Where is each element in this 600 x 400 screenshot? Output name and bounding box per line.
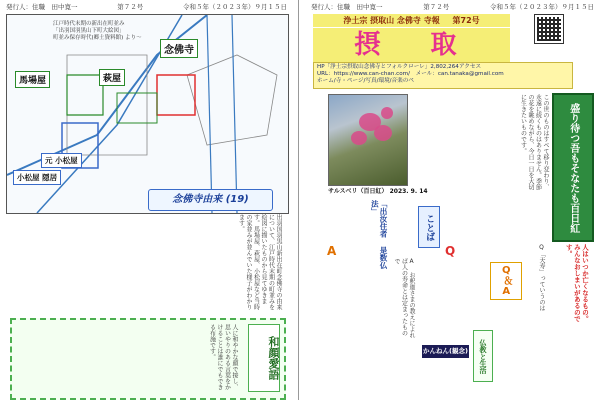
- label-babaya: 馬場屋: [15, 71, 50, 88]
- issue-number: 第７２号: [117, 3, 144, 11]
- page-header: [6, 2, 287, 13]
- label-nenbutsuji: 念佛寺: [160, 39, 198, 58]
- page-header: [311, 2, 594, 13]
- kotoba-label: ことば: [418, 206, 440, 248]
- publisher: 発行人：住職 田中寛一: [311, 3, 383, 11]
- page-divider: [298, 0, 299, 400]
- qr-code-icon[interactable]: [534, 14, 564, 44]
- label-hagiya: 萩屋: [99, 69, 125, 86]
- a-icon: A: [327, 244, 337, 258]
- issue-label: 第72号: [452, 16, 480, 25]
- issue-number: 第７２号: [423, 3, 450, 11]
- url-line[interactable]: URL：https://www.can-chan.com/ メール：can.tanaka@gmail.com: [317, 70, 504, 77]
- label-moto-komatsuya: 元 小松屋: [41, 153, 82, 168]
- masthead-line: 浄土宗 摂取山 念佛寺 寺報 第72号: [313, 14, 510, 27]
- crape-myrtle-photo: [328, 94, 408, 186]
- side-column-title: 和顔愛語: [248, 324, 280, 392]
- haiku-banner: 盛り待つ吾もそなたも百日紅: [552, 93, 594, 242]
- a-text: A お釈迦さまの教えによれば人の寿命とは定まったもので: [393, 258, 415, 338]
- issue-date: 令和５年（２０２３年）９月１５日: [490, 3, 594, 11]
- issue-date: 令和５年（２０２３年）９月１５日: [183, 3, 287, 11]
- q-text: Q「天寿」っていうのは: [538, 244, 545, 311]
- article-body: この世のものはすべて移り変わり、永遠に続くものはありません。季節の花を眺めながら、今日一日を大切に生きたいものです。: [519, 94, 549, 190]
- quote-title: 「出汝住者 是数仏法」: [370, 200, 388, 269]
- side-column: [10, 318, 286, 400]
- highlight-note: 人はいつか亡くなるもの。みんなおしまいがあるのです。: [564, 244, 589, 322]
- photo-caption: サルスベリ（百日紅） 2023. 9. 14: [328, 188, 428, 195]
- bukkyo-seikatsu-label: 仏教と生活: [473, 330, 493, 382]
- hp-line: HP「浄土宗摂取山念佛寺とフォルクローレ」2,802,264アクセス: [317, 64, 482, 70]
- q-icon: Q: [445, 244, 456, 258]
- newsletter-title: 摂 取: [313, 28, 510, 62]
- publisher: 発行人：住職 田中寛一: [6, 3, 78, 11]
- right-page: [305, 0, 600, 400]
- old-town-map: [6, 14, 289, 214]
- qa-label: Q＆A: [490, 262, 522, 300]
- tags-line: ホーム/寺・ページ/写真/環境/音楽のペ: [317, 77, 414, 84]
- website-info: [313, 62, 573, 89]
- article-body: 出羽国羽黒山新出在町念佛寺の由来について、江戸時代末期の町並みを絵図に描いたものから見てゆきます。馬場屋、萩屋、小松屋など当時の家並みが並んでいた様子がわかります。: [237, 214, 282, 310]
- kanwan-label: かんねん(観念): [422, 345, 469, 358]
- label-komatsuya-inkyo: 小松屋 隠居: [13, 170, 61, 185]
- left-page: [0, 0, 293, 400]
- map-note: 江戸時代末期の新出在町並み 「出羽国羽黒山下町大絵図」 町並み保存時代(郷土資料館) より～: [53, 21, 142, 42]
- series-title: 念佛寺由来 (19): [148, 189, 273, 211]
- side-column-text: 人に和やかな顔で接し、思いやりのある言葉をかけることは誰にでもできる布施です。: [208, 324, 238, 390]
